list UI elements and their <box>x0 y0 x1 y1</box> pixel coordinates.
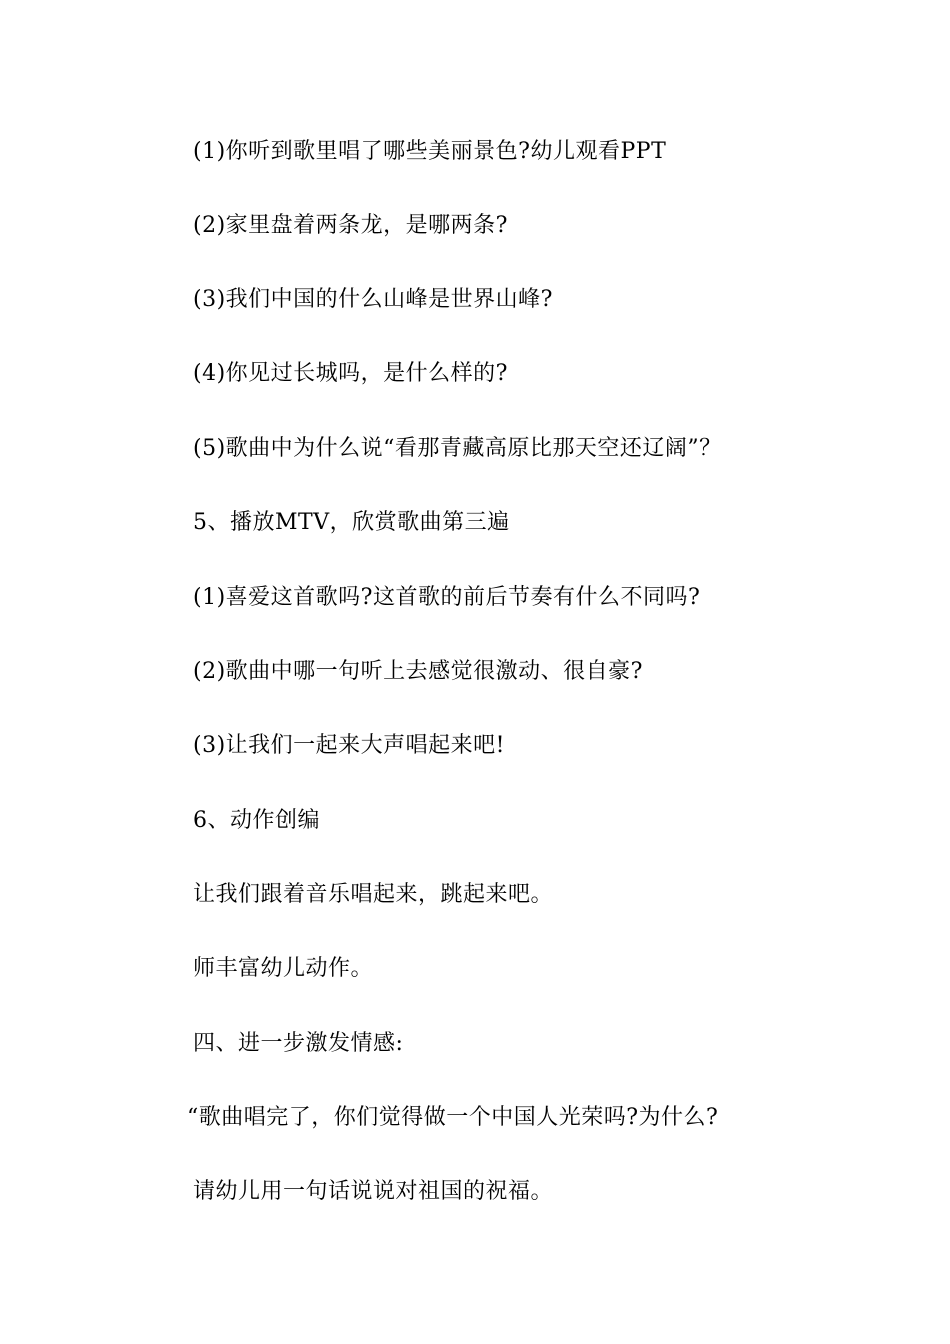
paragraph-sing-dance: 让我们跟着音乐唱起来，跳起来吧。 <box>193 882 554 907</box>
question-1-rhythm: (1)喜爱这首歌吗?这首歌的前后节奏有什么不同吗? <box>193 585 701 610</box>
question-2-proud-line: (2)歌曲中哪一句听上去感觉很激动、很自豪? <box>193 659 643 684</box>
section-four-heading: 四、进一步激发情感: <box>193 1031 404 1056</box>
question-1-scenery: (1)你听到歌里唱了哪些美丽景色?幼儿观看PPT <box>193 139 667 164</box>
question-3-sing-together: (3)让我们一起来大声唱起来吧! <box>193 733 506 758</box>
question-5-plateau: (5)歌曲中为什么说“看那青藏高原比那天空还辽阔”？ <box>193 436 722 461</box>
section-6-heading: 6、动作创编 <box>193 808 320 833</box>
question-3-mountain: (3)我们中国的什么山峰是世界山峰? <box>193 287 553 312</box>
paragraph-blessing: 请幼儿用一句话说说对祖国的祝福。 <box>193 1179 554 1204</box>
paragraph-proud-question: “歌曲唱完了，你们觉得做一个中国人光荣吗?为什么? <box>187 1105 719 1130</box>
paragraph-teacher-actions: 师丰富幼儿动作。 <box>193 956 374 981</box>
question-2-dragons: (2)家里盘着两条龙，是哪两条? <box>193 213 508 238</box>
section-5-heading: 5、播放MTV，欣赏歌曲第三遍 <box>193 510 510 535</box>
question-4-great-wall: (4)你见过长城吗，是什么样的? <box>193 361 508 386</box>
